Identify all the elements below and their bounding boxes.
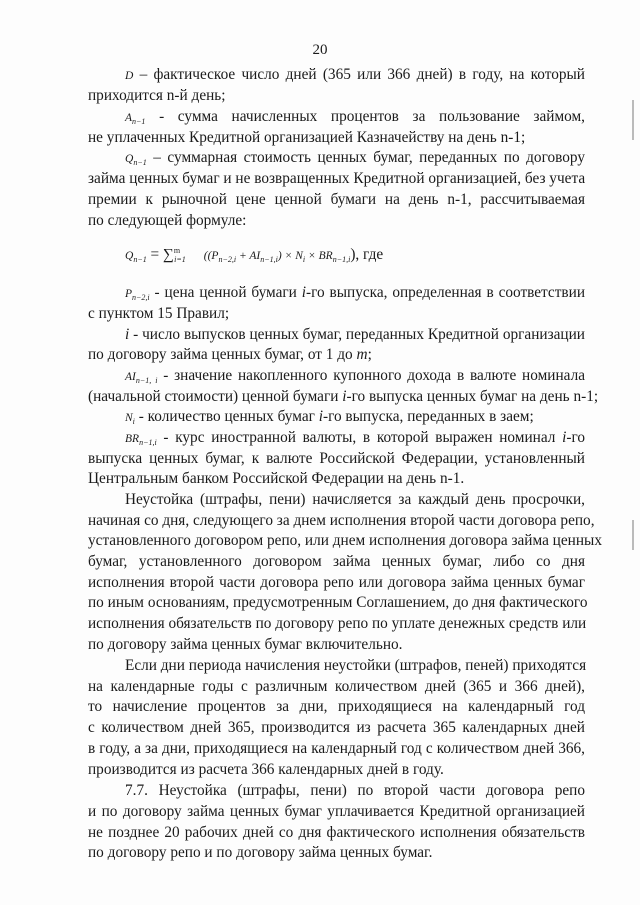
- text-line: i - число выпусков ценных бумаг, переданных Кредитной организации: [125, 326, 585, 343]
- text-line: исполнения обязательств по договору репо по уплате денежных средств или: [88, 615, 587, 632]
- text-line: с пунктом 15 Правил;: [88, 305, 230, 322]
- text-line: не уплаченных Кредитной организацией Казначейству на день n-1;: [88, 129, 526, 146]
- text-line: на календарные годы с различным количеством дней (365 и 366 дней),: [88, 678, 585, 695]
- text-line: и по договору займа ценных бумаг уплачивается Кредитной организацией: [88, 803, 585, 820]
- text-line: (начальной стоимости) ценной бумаги i-го выпуска ценных бумаг на день n-1;: [88, 388, 599, 405]
- text-line: приходится n-й день;: [88, 87, 226, 104]
- text-line: An−1 - сумма начисленных процентов за пользование займом,: [125, 108, 585, 126]
- text-line: D – фактическое число дней (365 или 366 дней) в году, на который: [125, 66, 585, 83]
- text-line: в году, а за дни, приходящиеся на календарный год с количеством дней 366,: [88, 740, 585, 757]
- text-line: установленного договором репо, или днем исполнения договора займа ценных: [88, 532, 602, 549]
- text-line: Если дни периода начисления неустойки (штрафов, пеней) приходятся: [125, 657, 587, 674]
- text-line: Qn−1 – суммарная стоимость ценных бумаг, переданных по договору: [125, 149, 585, 167]
- scan-edge-mark: [632, 520, 634, 550]
- scan-edge-mark: [632, 100, 634, 140]
- text-line: выпуска ценных бумаг, к валюте Российской Федерации, установленный: [88, 450, 585, 467]
- text-line: с количеством дней 365, производится из расчета 365 календарных дней: [88, 719, 585, 736]
- text-line: производится из расчета 366 календарных дней в году.: [88, 761, 444, 778]
- text-line: Неустойка (штрафы, пени) начисляется за каждый день просрочки,: [125, 491, 585, 508]
- text-line: AIn−1, i - значение накопленного купонного дохода в валюте номинала: [125, 367, 585, 385]
- text-line: исполнения второй части договора репо или договора займа ценных бумаг: [88, 574, 585, 591]
- text-line: 7.7. Неустойка (штрафы, пени) по второй части договора репо: [125, 782, 585, 799]
- text-line: не позднее 20 рабочих дней со дня фактического исполнения обязательств: [88, 824, 585, 841]
- text-line: BRn−1,i - курс иностранной валюты, в которой выражен номинал i-го: [125, 429, 585, 447]
- text-line: Pn−2,i - цена ценной бумаги i-го выпуска, определенная в соответствии: [125, 284, 585, 302]
- text-line: премии к рыночной цене ценной бумаги на день n-1, рассчитываемая: [88, 191, 585, 208]
- text-line: Ni - количество ценных бумаг i-го выпуска, переданных в заем;: [125, 408, 534, 426]
- text-line: по договору займа ценных бумаг, от 1 до m;: [88, 346, 372, 363]
- text-line: то начисление процентов за дни, приходящиеся на календарный год: [88, 698, 585, 715]
- text-line: бумаг, установленного договором займа ценных бумаг, либо со дня: [88, 553, 585, 570]
- text-line: займа ценных бумаг и не возвращенных Кредитной организацией, без учета: [88, 170, 586, 187]
- text-line: Центральным банком Российской Федерации на день n-1.: [88, 470, 465, 487]
- text-line: начиная со дня, следующего за днем исполнения второй части договора репо,: [88, 512, 595, 529]
- text-line: по договору займа ценных бумаг включительно.: [88, 636, 403, 653]
- formula: Qn−1 = ∑$^m$i=1 ((Pn−2,i + AIn−1,i) × Ni × BRn−1,i), где: [125, 246, 384, 264]
- text-line: по следующей формуле:: [88, 212, 247, 229]
- text-line: по иным основаниям, предусмотренным Соглашением, до дня фактического: [88, 594, 588, 611]
- text-line: по договору репо и по договору займа ценных бумаг.: [88, 844, 433, 861]
- page-number: 20: [312, 42, 328, 58]
